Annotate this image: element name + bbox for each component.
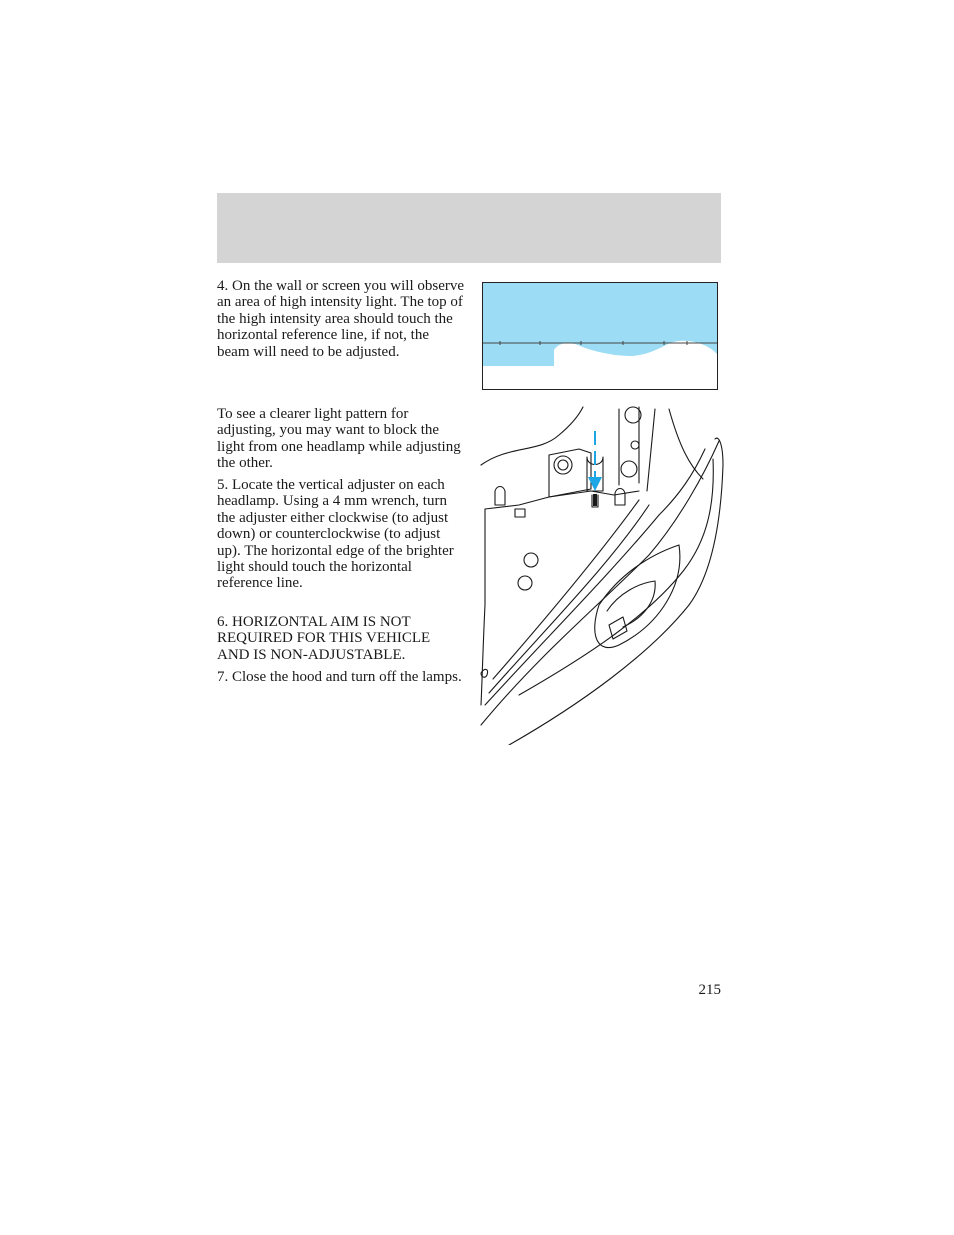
step-7-paragraph: 7. Close the hood and turn off the lamps. bbox=[217, 669, 462, 685]
housing-hole-1 bbox=[524, 553, 538, 567]
headlamp-adjuster-illustration bbox=[479, 405, 724, 745]
beam-pattern-illustration bbox=[482, 282, 718, 390]
headlamp-chrome-trim bbox=[509, 438, 723, 745]
mounting-bolt-inner bbox=[558, 460, 568, 470]
step-6-text bbox=[217, 614, 465, 663]
step-5-text bbox=[217, 477, 465, 592]
lens-outer-arc bbox=[481, 441, 719, 725]
step-4-text bbox=[217, 278, 465, 360]
tip-paragraph: To see a clearer light pattern for adjusting, you may want to block the light from one headlamp while adjusting the other. bbox=[217, 406, 461, 472]
lens-inner-arc-3 bbox=[493, 500, 639, 679]
clip-mid bbox=[515, 509, 525, 517]
section-header-band bbox=[217, 193, 721, 263]
page-number: 215 bbox=[698, 982, 721, 998]
hood-edge-line bbox=[481, 407, 583, 465]
fender-hole-2 bbox=[631, 441, 639, 449]
bracket-outline bbox=[549, 449, 591, 497]
step-7-text bbox=[217, 669, 465, 685]
lamp-housing-top bbox=[485, 491, 639, 509]
step-4-paragraph: 4. On the wall or screen you will observe an area of high intensity light. The top of the high intensity area should touch the horizontal reference line, if not, the beam will need to be adjusted. bbox=[217, 278, 465, 360]
clip-right bbox=[615, 489, 625, 506]
low-beam-cutout bbox=[609, 617, 627, 639]
fender-hole-3 bbox=[621, 461, 637, 477]
step-6-paragraph: 6. HORIZONTAL AIM IS NOT REQUIRED FOR THIS VEHICLE AND IS NON-ADJUSTABLE. bbox=[217, 614, 431, 663]
clip-left bbox=[495, 487, 505, 506]
vertical-adjuster-screw bbox=[593, 494, 597, 506]
fender-edge-line bbox=[669, 409, 703, 479]
mounting-bolt-head bbox=[554, 456, 572, 474]
tip-text bbox=[217, 406, 465, 472]
step-5-paragraph: 5. Locate the vertical adjuster on each headlamp. Using a 4 mm wrench, turn the adjuster either clockwise (to adjust down) or counterclockwise (to adjust up). The horizontal edge of the brighter light should touch the horizontal reference line. bbox=[217, 477, 454, 592]
housing-hole-2 bbox=[518, 576, 532, 590]
